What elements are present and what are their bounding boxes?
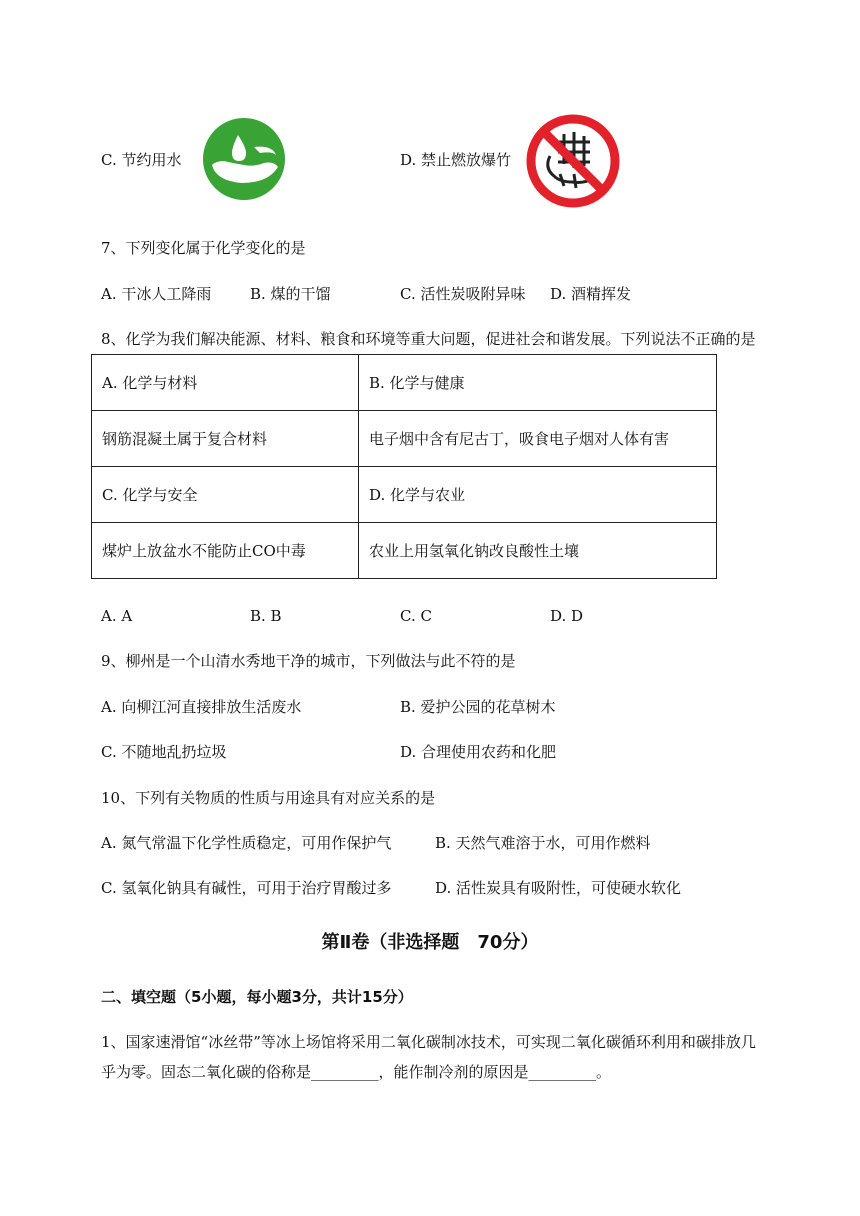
table-cell: 钢筋混凝土属于复合材料: [92, 411, 359, 467]
table-row: [92, 523, 717, 579]
q7-option-d: D. 酒精挥发: [550, 285, 632, 303]
part2-title: 第Ⅱ卷（非选择题 70分）: [321, 932, 539, 953]
q10-option-a: A. 氮气常温下化学性质稳定，可用作保护气: [101, 834, 392, 852]
q9-option-a: A. 向柳江河直接排放生活废水: [101, 698, 302, 716]
table-row: [92, 355, 717, 411]
table-cell: A. 化学与材料: [92, 355, 359, 411]
q8-option-c: C. C: [400, 607, 432, 625]
q10-option-b: B. 天然气难溶于水，可用作燃料: [435, 834, 651, 852]
q1-line-2: 乎为零。固态二氧化碳的俗称是_________，能作制冷剂的原因是_________。: [101, 1063, 612, 1081]
q6-option-d: D. 禁止燃放爆竹: [400, 151, 512, 169]
q8-table: [91, 354, 717, 579]
table-cell: 电子烟中含有尼古丁，吸食电子烟对人体有害: [359, 411, 717, 467]
table-cell: 煤炉上放盆水不能防止CO中毒: [92, 523, 359, 579]
q8-stem: 8、化学为我们解决能源、材料、粮食和环境等重大问题，促进社会和谐发展。下列说法不正确的是: [101, 330, 756, 348]
q10-stem: 10、下列有关物质的性质与用途具有对应关系的是: [101, 789, 436, 807]
no-firecrackers-icon: [524, 112, 622, 210]
q8-option-d: D. D: [550, 607, 584, 625]
table-cell: D. 化学与农业: [359, 467, 717, 523]
q8-option-b: B. B: [250, 607, 282, 625]
q10-option-d: D. 活性炭具有吸附性，可使硬水软化: [435, 879, 682, 897]
table-cell: C. 化学与安全: [92, 467, 359, 523]
q9-stem: 9、柳州是一个山清水秀地干净的城市，下列做法与此不符的是: [101, 652, 516, 670]
table-cell: B. 化学与健康: [359, 355, 717, 411]
q7-option-c: C. 活性炭吸附异味: [400, 285, 526, 303]
q7-option-b: B. 煤的干馏: [250, 285, 331, 303]
table-row: [92, 411, 717, 467]
q7-stem: 7、下列变化属于化学变化的是: [101, 239, 306, 257]
q7-option-a: A. 干冰人工降雨: [101, 285, 212, 303]
q1-line-1: 1、国家速滑馆“冰丝带”等冰上场馆将采用二氧化碳制冰技术，可实现二氧化碳循环利用和碳排放几: [101, 1033, 756, 1051]
table-row: [92, 467, 717, 523]
q9-option-d: D. 合理使用农药和化肥: [400, 743, 557, 761]
q9-option-b: B. 爱护公园的花草树木: [400, 698, 556, 716]
table-cell: 农业上用氢氧化钠改良酸性土壤: [359, 523, 717, 579]
q8-option-a: A. A: [101, 607, 133, 625]
water-saving-icon: [202, 117, 286, 201]
q6-option-c: C. 节约用水: [101, 151, 182, 169]
q9-option-c: C. 不随地乱扔垃圾: [101, 743, 227, 761]
q10-option-c: C. 氢氧化钠具有碱性，可用于治疗胃酸过多: [101, 879, 392, 897]
section-heading: 二、填空题（5小题，每小题3分，共计15分）: [101, 988, 413, 1006]
